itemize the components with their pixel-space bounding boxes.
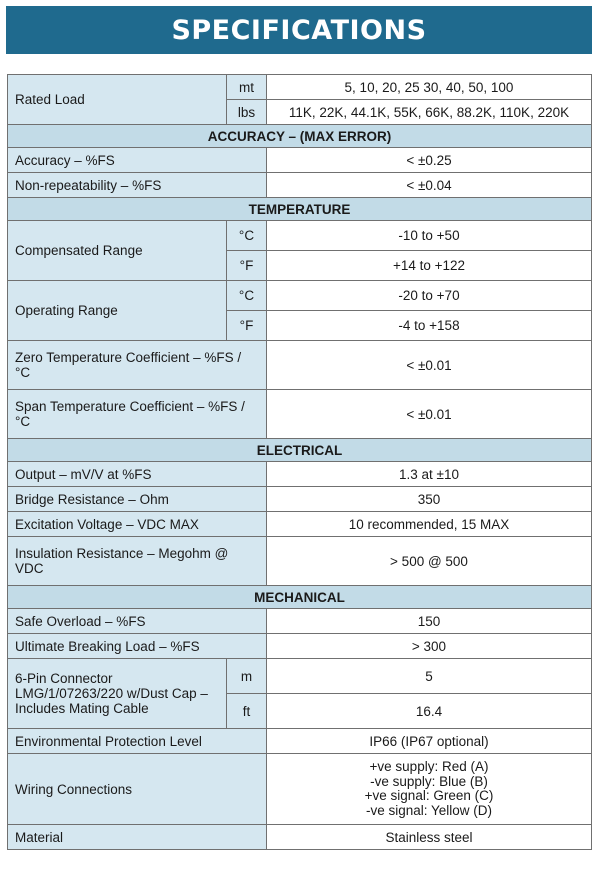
specifications-table — [7, 74, 592, 850]
section-header-row — [8, 125, 592, 148]
table-row — [8, 512, 592, 537]
table-row — [8, 173, 592, 198]
operating-range-label: Operating Range — [8, 281, 227, 341]
spec-label: Material — [8, 825, 267, 850]
spec-value: > 500 @ 500 — [267, 537, 592, 586]
spec-value: 16.4 — [267, 694, 592, 729]
value-cell: 5, 10, 20, 25 30, 40, 50, 100 — [267, 75, 592, 100]
table-row — [8, 390, 592, 439]
spec-label: Output – mV/V at %FS — [8, 462, 267, 487]
table-row — [8, 487, 592, 512]
rated-load-label: Rated Load — [8, 75, 227, 125]
unit-cell: °F — [227, 311, 267, 341]
table-row — [8, 825, 592, 850]
spec-value: 150 — [267, 609, 592, 634]
unit-cell: °F — [227, 251, 267, 281]
spec-value: IP66 (IP67 optional) — [267, 729, 592, 754]
wiring-line: -ve supply: Blue (B) — [370, 773, 488, 789]
spec-value: -4 to +158 — [267, 311, 592, 341]
wiring-line: +ve supply: Red (A) — [369, 759, 489, 774]
spec-value: -10 to +50 — [267, 221, 592, 251]
specifications-banner — [6, 6, 592, 54]
table-row — [8, 148, 592, 173]
spec-value: < ±0.01 — [267, 390, 592, 439]
unit-cell: °C — [227, 221, 267, 251]
table-row — [8, 281, 592, 311]
section-header-accuracy: ACCURACY – (MAX ERROR) — [8, 125, 592, 148]
spec-value: > 300 — [267, 634, 592, 659]
unit-cell: ft — [227, 694, 267, 729]
spec-label: Zero Temperature Coefficient – %FS / °C — [8, 341, 267, 390]
spec-value: -20 to +70 — [267, 281, 592, 311]
wiring-line: +ve signal: Green (C) — [364, 788, 494, 803]
table-row — [8, 634, 592, 659]
spec-value: Stainless steel — [267, 825, 592, 850]
spec-label: Safe Overload – %FS — [8, 609, 267, 634]
spec-value: < ±0.25 — [267, 148, 592, 173]
spec-label: Wiring Connections — [8, 754, 267, 825]
wiring-line: -ve signal: Yellow (D) — [365, 802, 493, 818]
unit-cell: °C — [227, 281, 267, 311]
table-row — [8, 221, 592, 251]
spec-label: Excitation Voltage – VDC MAX — [8, 512, 267, 537]
table-row — [8, 75, 592, 100]
spec-value: < ±0.04 — [267, 173, 592, 198]
section-header-row — [8, 198, 592, 221]
spec-value: +14 to +122 — [267, 251, 592, 281]
value-cell: 11K, 22K, 44.1K, 55K, 66K, 88.2K, 110K, 220K — [267, 100, 592, 125]
section-header-electrical: ELECTRICAL — [8, 439, 592, 462]
connector-label: 6-Pin Connector LMG/1/07263/220 w/Dust Cap – Includes Mating Cable — [8, 659, 227, 729]
wiring-values — [267, 754, 592, 825]
compensated-range-label: Compensated Range — [8, 221, 227, 281]
unit-cell: m — [227, 659, 267, 694]
spec-label: Ultimate Breaking Load – %FS — [8, 634, 267, 659]
table-row — [8, 537, 592, 586]
unit-cell: lbs — [227, 100, 267, 125]
spec-value: 5 — [267, 659, 592, 694]
spec-value: 1.3 at ±10 — [267, 462, 592, 487]
table-row — [8, 754, 592, 825]
section-header-row — [8, 586, 592, 609]
section-header-mechanical: MECHANICAL — [8, 586, 592, 609]
section-header-row — [8, 439, 592, 462]
spec-label: Span Temperature Coefficient – %FS / °C — [8, 390, 267, 439]
table-row — [8, 341, 592, 390]
page-title: SPECIFICATIONS — [171, 14, 427, 46]
spec-label: Bridge Resistance – Ohm — [8, 487, 267, 512]
spec-value: 10 recommended, 15 MAX — [267, 512, 592, 537]
spec-label: Accuracy – %FS — [8, 148, 267, 173]
spec-label: Environmental Protection Level — [8, 729, 267, 754]
unit-cell: mt — [227, 75, 267, 100]
table-row — [8, 659, 592, 694]
spec-value: < ±0.01 — [267, 341, 592, 390]
table-row — [8, 729, 592, 754]
section-header-temperature: TEMPERATURE — [8, 198, 592, 221]
table-row — [8, 462, 592, 487]
spec-label: Non-repeatability – %FS — [8, 173, 267, 198]
spec-label: Insulation Resistance – Megohm @ VDC — [8, 537, 267, 586]
spec-value: 350 — [267, 487, 592, 512]
table-row — [8, 609, 592, 634]
